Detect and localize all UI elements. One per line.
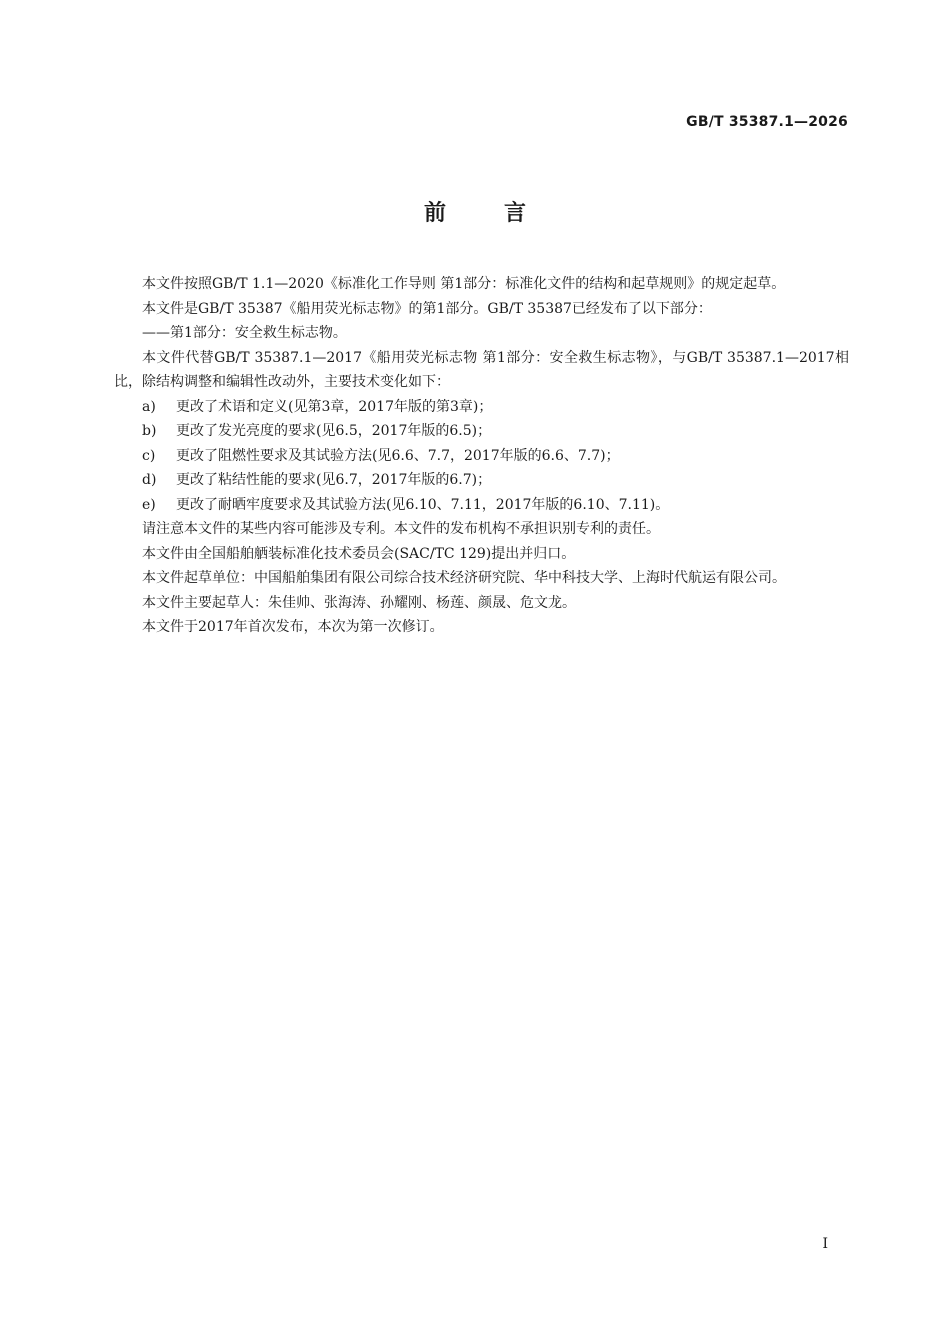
list-item-mark: b) bbox=[142, 423, 157, 439]
list-item-text: 更改了阻燃性要求及其试验方法(见6.6、7.7，2017年版的6.6、7.7)； bbox=[176, 447, 620, 464]
list-item-mark: c) bbox=[142, 447, 156, 464]
paragraph-drafting-units: 本文件起草单位：中国船舶集团有限公司综合技术经济研究院、华中科技大学、上海时代航运有限公司。 bbox=[142, 570, 786, 586]
paragraph-drafters: 本文件主要起草人：朱佳帅、张海涛、孙耀刚、杨莲、颜晟、危文龙。 bbox=[142, 594, 576, 611]
list-item-text: 更改了粘结性能的要求(见6.7，2017年版的6.7)； bbox=[176, 472, 492, 488]
list-item-text: 更改了耐晒牢度要求及其试验方法(见6.10、7.11，2017年版的6.10、7.11)。 bbox=[176, 496, 670, 513]
list-item-mark: e) bbox=[142, 496, 156, 513]
page-number: I bbox=[822, 1236, 828, 1252]
standard-code: GB/T 35387.1—2026 bbox=[686, 114, 848, 130]
list-item bbox=[114, 468, 849, 493]
paragraph-part-list: ——第1部分：安全救生标志物。 bbox=[142, 325, 347, 341]
page-title: 前言 bbox=[423, 201, 584, 226]
paragraph-part-info: 本文件是GB/T 35387《船用荧光标志物》的第1部分。GB/T 35387已经发布了以下部分： bbox=[142, 300, 712, 317]
list-item-text: 更改了术语和定义(见第3章，2017年版的第3章)； bbox=[176, 398, 493, 415]
list-item-mark: d) bbox=[142, 472, 157, 488]
paragraph-history: 本文件于2017年首次发布，本次为第一次修订。 bbox=[142, 619, 444, 635]
list-item bbox=[114, 395, 849, 420]
list-item bbox=[114, 419, 849, 444]
list-item bbox=[114, 493, 849, 518]
paragraph-committee: 本文件由全国船舶舾装标准化技术委员会(SAC/TC 129)提出并归口。 bbox=[142, 545, 576, 562]
list-item bbox=[114, 444, 849, 469]
paragraph-patent-notice: 请注意本文件的某些内容可能涉及专利。本文件的发布机构不承担识别专利的责任。 bbox=[142, 521, 660, 537]
paragraph-drafting-basis: 本文件按照GB/T 1.1—2020《标准化工作导则 第1部分：标准化文件的结构和起草规则》的规定起草。 bbox=[142, 276, 786, 292]
list-item-text: 更改了发光亮度的要求(见6.5，2017年版的6.5)； bbox=[176, 423, 492, 439]
paragraph-replacement: 本文件代替GB/T 35387.1—2017《船用荧光标志物 第1部分：安全救生标志物》，与GB/T 35387.1—2017相比，除结构调整和编辑性改动外，主要技术变化如下： bbox=[114, 349, 849, 390]
document-body bbox=[114, 272, 849, 640]
list-item-mark: a) bbox=[142, 398, 156, 415]
